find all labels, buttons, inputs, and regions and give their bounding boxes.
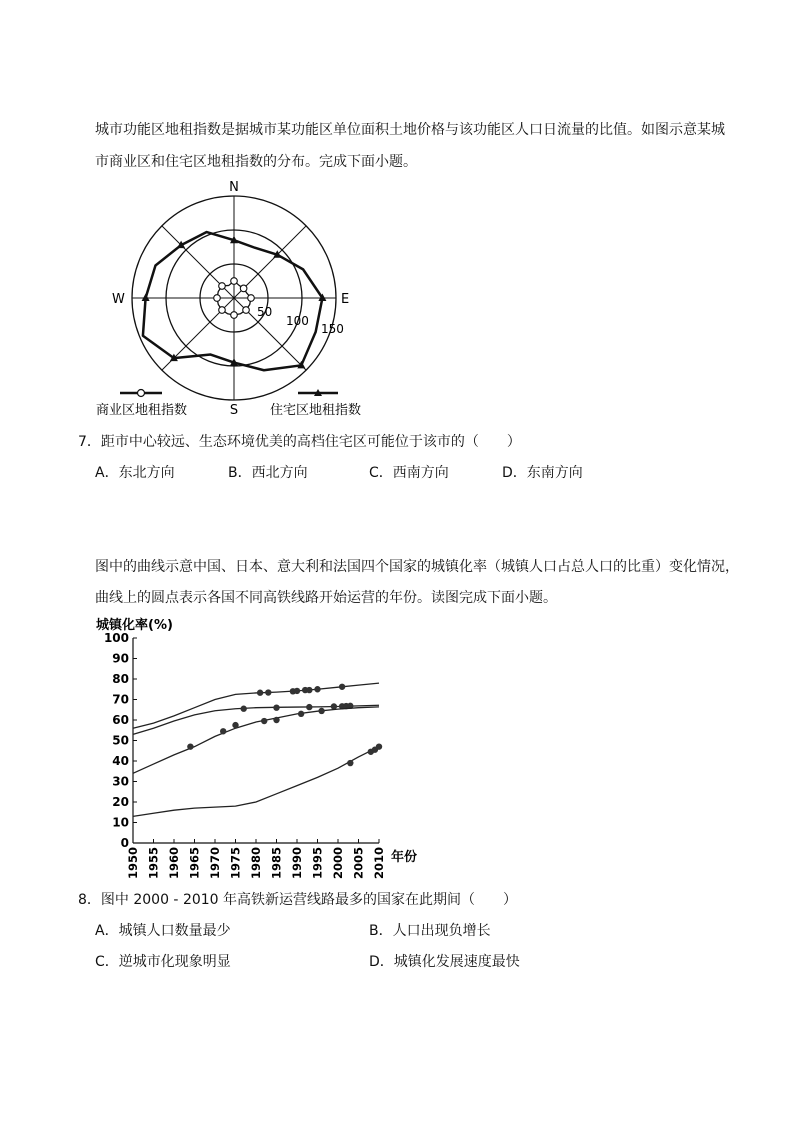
- q8-option-a[interactable]: A．城镇人口数量最少: [95, 923, 231, 939]
- hsr-opening-point: [273, 705, 279, 711]
- dir-e-label: E: [341, 292, 350, 307]
- hsr-opening-point: [261, 718, 267, 724]
- commercial-point: [219, 283, 226, 290]
- x-tick-label: 2010: [372, 847, 386, 880]
- y-axis-label: 城镇化率(%): [96, 618, 173, 633]
- passage2-line1: 图中的曲线示意中国、日本、意大利和法国四个国家的城镇化率（城镇人口占总人口的比重）变化情况，: [95, 559, 739, 575]
- y-tick-label: 70: [112, 692, 129, 707]
- urbanization-line-2: [133, 705, 379, 734]
- hsr-opening-point: [220, 728, 226, 734]
- x-tick-label: 1975: [228, 847, 243, 880]
- ring-label-100: 100: [286, 314, 309, 328]
- hsr-opening-point: [187, 743, 193, 749]
- x-tick-label: 1990: [290, 847, 304, 880]
- x-tick-label: 1955: [146, 847, 161, 880]
- hsr-opening-point: [314, 686, 320, 692]
- y-tick-label: 0: [120, 836, 129, 850]
- y-tick-label: 30: [112, 774, 129, 789]
- y-tick-label: 100: [103, 631, 129, 645]
- q8-option-d[interactable]: D．城镇化发展速度最快: [369, 954, 520, 970]
- urbanization-chart: [88, 614, 428, 880]
- hsr-opening-point: [298, 711, 304, 717]
- x-axis-label: 年份: [391, 850, 418, 865]
- q7-option-b[interactable]: B．西北方向: [228, 465, 308, 481]
- hsr-opening-point: [376, 743, 382, 749]
- y-tick-label: 50: [112, 733, 129, 748]
- dir-s-label: S: [229, 403, 239, 418]
- legend-residential: [270, 389, 361, 418]
- commercial-point: [248, 295, 255, 302]
- radar-chart: [96, 175, 410, 418]
- y-tick-label: 20: [112, 795, 129, 809]
- legend-commercial: [96, 390, 187, 419]
- passage2-line2: 曲线上的圆点表示各国不同高铁线路开始运营的年份。读图完成下面小题。: [95, 590, 557, 606]
- y-tick-label: 80: [112, 672, 129, 686]
- hsr-opening-point: [241, 706, 247, 712]
- hsr-opening-point: [347, 760, 353, 766]
- x-tick-label: 1995: [310, 847, 325, 880]
- commercial-point: [243, 307, 250, 314]
- q8-option-c[interactable]: C．逆城市化现象明显: [95, 954, 231, 970]
- commercial-point: [219, 307, 226, 314]
- hsr-opening-point: [306, 704, 312, 710]
- q7-stem: 7．距市中心较远、生态环境优美的高档住宅区可能位于该市的（ ）: [78, 434, 521, 450]
- hsr-opening-point: [306, 687, 312, 693]
- dir-w-label: W: [112, 292, 125, 307]
- commercial-point: [240, 285, 247, 292]
- hsr-opening-point: [265, 689, 271, 695]
- q7-option-c[interactable]: C．西南方向: [369, 465, 449, 481]
- x-tick-label: 1960: [167, 847, 181, 880]
- commercial-point: [231, 278, 238, 285]
- x-tick-label: 1980: [249, 847, 263, 880]
- ring-label-50: 50: [257, 305, 273, 319]
- commercial-point: [214, 295, 221, 302]
- y-tick-label: 90: [112, 651, 129, 666]
- ring-label-150: 150: [321, 322, 344, 336]
- residential-series-line: [143, 232, 322, 370]
- hsr-opening-point: [257, 690, 263, 696]
- residential-point: [142, 294, 150, 302]
- hsr-opening-point: [318, 708, 324, 714]
- dir-n-label: N: [229, 180, 239, 195]
- q7-option-d[interactable]: D．东南方向: [502, 465, 583, 481]
- legend-residential-label: 住宅区地租指数: [270, 403, 362, 418]
- hsr-opening-point: [232, 722, 238, 728]
- x-tick-label: 1950: [126, 847, 140, 880]
- legend-commercial-label: 商业区地租指数: [96, 403, 188, 418]
- y-tick-label: 60: [112, 713, 129, 727]
- hsr-opening-point: [294, 688, 300, 694]
- passage1-line1: 城市功能区地租指数是据城市某功能区单位面积土地价格与该功能区人口日流量的比值。如图示意某城: [95, 122, 725, 138]
- commercial-point: [231, 312, 238, 319]
- x-tick-label: 2000: [331, 847, 345, 880]
- q8-stem: 8．图中 2000 - 2010 年高铁新运营线路最多的国家在此期间（ ）: [78, 892, 518, 908]
- q8-option-b[interactable]: B．人口出现负增长: [369, 923, 491, 939]
- x-tick-label: 1985: [269, 847, 284, 880]
- hsr-opening-point: [339, 684, 345, 690]
- y-tick-label: 40: [112, 754, 129, 768]
- x-tick-label: 1965: [187, 847, 202, 880]
- x-tick-label: 1970: [208, 847, 222, 880]
- y-tick-label: 10: [112, 815, 129, 830]
- passage1-line2: 市商业区和住宅区地租指数的分布。完成下面小题。: [95, 154, 417, 170]
- q7-option-a[interactable]: A．东北方向: [95, 465, 175, 481]
- hsr-opening-point: [273, 717, 279, 723]
- x-tick-label: 2005: [351, 847, 366, 880]
